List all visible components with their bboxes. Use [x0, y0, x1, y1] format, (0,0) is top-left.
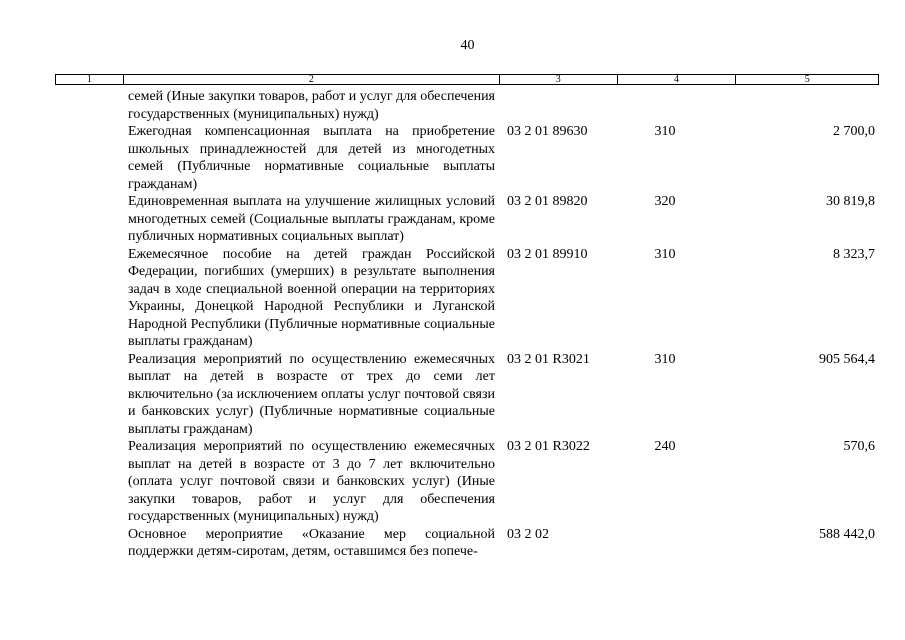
row-amount: 2 700,0	[833, 124, 875, 139]
header-col-1: 1	[56, 75, 124, 84]
header-col-4: 4	[618, 75, 737, 84]
row-target-code: 03 2 02	[507, 526, 549, 542]
row-description: Реализация мероприятий по осуществлению ежемесячных выплат на детей в возрасте от 3 до 7 лет включительно (оплата услуг почтовой связи и банковских услуг) (Иные закупки товаров, работ и услуг для обеспечения государственных (муниципальных) нужд)	[128, 439, 495, 524]
header-col-3: 3	[500, 75, 618, 84]
row-description: Ежемесячное пособие на детей граждан Российской Федерации, погибших (умерших) в результате выполнения задач в ходе специальной военной операции на территориях Украины, Донецкой Народной Республики и Луганской Народной Республики (Публичные нормативные социальные выплаты гражданам)	[128, 246, 495, 349]
row-description: Основное мероприятие «Оказание мер социальной поддержки детям-сиротам, детям, оставшимся без попече-	[128, 526, 495, 559]
budget-table-body	[0, 88, 905, 561]
page-number: 40	[460, 38, 475, 53]
row-expense-type: 320	[654, 194, 676, 209]
table-row	[0, 123, 905, 193]
table-header-row	[55, 74, 879, 85]
header-col-2: 2	[124, 75, 500, 84]
row-expense-type: 310	[654, 351, 676, 367]
header-col-5: 5	[804, 74, 810, 85]
row-expense-type: 240	[654, 439, 676, 454]
row-expense-type: 310	[654, 246, 676, 262]
continuation-description: семей (Иные закупки товаров, работ и услуг для обеспечения государственных (муниципальных) нужд)	[128, 89, 495, 122]
row-target-code: 03 2 01 R3022	[507, 439, 590, 454]
row-target-code: 03 2 01 89910	[507, 246, 588, 262]
row-target-code: 03 2 01 89630	[507, 124, 588, 139]
row-target-code: 03 2 01 R3021	[507, 351, 590, 367]
row-description: Ежегодная компенсационная выплата на приобретение школьных принадлежностей для детей из многодетных семей (Публичные нормативные социальные выплаты гражданам)	[128, 124, 495, 192]
row-target-code: 03 2 01 89820	[507, 194, 588, 209]
row-amount: 570,6	[843, 439, 875, 454]
table-row	[0, 526, 905, 561]
table-row	[0, 438, 905, 526]
row-amount: 905 564,4	[819, 351, 875, 367]
row-expense-type: 310	[654, 124, 676, 139]
row-amount: 30 819,8	[826, 194, 875, 209]
row-description: Реализация мероприятий по осуществлению ежемесячных выплат на детей в возрасте от трех до семи лет включительно (за исключением оплаты услуг почтовой связи и банковских услуг) (Публичные нормативные социальные выплаты гражданам)	[128, 351, 495, 437]
row-description: Единовременная выплата на улучшение жилищных условий многодетных семей (Социальные выплаты гражданам, кроме публичных нормативных социальных выплат)	[128, 194, 495, 244]
table-row	[0, 246, 905, 351]
table-row	[0, 193, 905, 246]
row-amount: 8 323,7	[833, 246, 875, 262]
row-amount: 588 442,0	[819, 526, 875, 542]
table-row	[0, 351, 905, 439]
continuation-row	[0, 88, 905, 123]
